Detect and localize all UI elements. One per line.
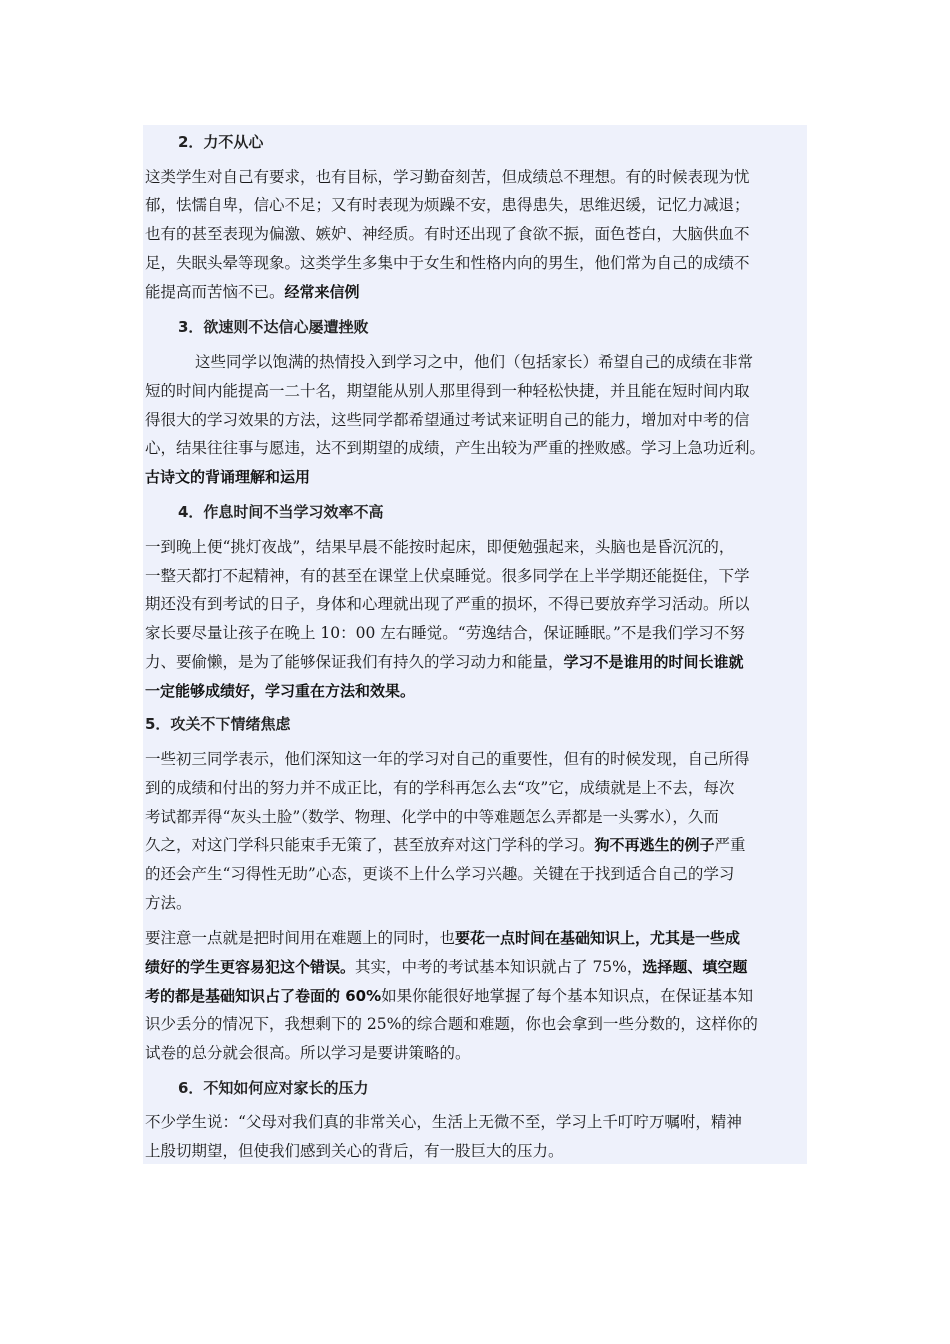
para-line: 得很大的学习效果的方法，这些同学都希望通过考试来证明自己的能力，增加对中考的信 <box>145 411 750 429</box>
para-line <box>145 652 807 672</box>
para-line: 方法。 <box>145 894 192 912</box>
para-line: 这些同学以饱满的热情投入到学习之中，他们（包括家长）希望自己的成绩在非常 <box>195 353 754 371</box>
para-line: 一到晚上便“挑灯夜战”，结果早晨不能按时起床，即便勉强起来，头脑也是昏沉沉的， <box>145 538 735 556</box>
para-line: 识少丢分的情况下，我想剩下的 25%的综合题和难题，你也会拿到一些分数的，这样你的 <box>145 1015 758 1033</box>
para-line: 的还会产生“习得性无助”心态，更谈不上什么学习兴趣。关键在于找到适合自己的学习 <box>145 865 735 883</box>
para-line: 足，失眠头晕等现象。这类学生多集中于女生和性格内向的男生，他们常为自己的成绩不 <box>145 254 750 272</box>
text-run: 其实，中考的考试基本知识就占了 75%， <box>355 958 643 976</box>
text-run: 久之，对这门学科只能束手无策了，甚至放弃对这门学科的学习。 <box>145 836 595 854</box>
text-run: 能提高而苦恼不已。 <box>145 283 285 301</box>
heading-5: 5．攻关不下情绪焦虑 <box>145 715 291 733</box>
para-line <box>145 957 807 977</box>
bold-run: 狗不再逃生的例子 <box>594 836 715 854</box>
para-line: 郁，怯懦自卑，信心不足；又有时表现为烦躁不安，患得患失，思维迟缓，记忆力减退； <box>145 196 750 214</box>
para-line <box>145 681 807 701</box>
para-line: 不少学生说：“父母对我们真的非常关心，生活上无微不至，学习上千叮咛万嘱咐，精神 <box>145 1113 742 1131</box>
text-run: 如果你能很好地掌握了每个基本知识点，在保证基本知 <box>381 987 754 1005</box>
para-line: 考试都弄得“灰头土脸”（数学、物理、化学中的中等难题怎么弄都是一头雾水），久而 <box>145 808 719 826</box>
para-line: 期还没有到考试的日子，身体和心理就出现了严重的损坏，不得已要放弃学习活动。所以 <box>145 595 750 613</box>
para-line: 家长要尽量让孩子在晚上 10：00 左右睡觉。“劳逸结合，保证睡眠。”不是我们学习不努 <box>145 624 745 642</box>
para-line: 试卷的总分就会很高。所以学习是要讲策略的。 <box>145 1044 471 1062</box>
para-line <box>145 835 807 855</box>
para-line: 一整天都打不起精神，有的甚至在课堂上伏桌睡觉。很多同学在上半学期还能挺住，下学 <box>145 567 750 585</box>
bold-run: 一定能够成绩好，学习重在方法和效果。 <box>145 682 416 700</box>
bold-run: 学习不是谁用的时间长谁就 <box>563 653 744 671</box>
para-line: 短的时间内能提高一二十名，期望能从别人那里得到一种轻松快捷，并且能在短时间内取 <box>145 382 750 400</box>
para-line: 到的成绩和付出的努力并不成正比，有的学科再怎么去“攻”它，成绩就是上不去，每次 <box>145 779 735 797</box>
para-line <box>145 282 807 302</box>
heading-6: 6．不知如何应对家长的压力 <box>178 1079 369 1097</box>
para-line: 一些初三同学表示，他们深知这一年的学习对自己的重要性，但有的时候发现，自己所得 <box>145 750 750 768</box>
para-line <box>145 467 807 487</box>
bold-run: 要花一点时间在基础知识上，尤其是一些成 <box>455 929 741 947</box>
heading-2: 2．力不从心 <box>178 133 264 151</box>
text-run: 要注意一点就是把时间用在难题上的同时，也 <box>145 929 456 947</box>
content-panel <box>143 125 807 1164</box>
text-run: 力、要偷懒，是为了能够保证我们有持久的学习动力和能量， <box>145 653 564 671</box>
para-line <box>145 986 807 1006</box>
bold-run: 绩好的学生更容易犯这个错误。 <box>145 958 356 976</box>
text-run: 严重 <box>714 836 746 854</box>
heading-3: 3．欲速则不达信心屡遭挫败 <box>178 318 369 336</box>
para-line: 上殷切期望，但使我们感到关心的背后，有一股巨大的压力。 <box>145 1142 564 1160</box>
bold-run: 古诗文的背诵理解和运用 <box>145 468 311 486</box>
para-line: 心，结果往往事与愿违，达不到期望的成绩，产生出较为严重的挫败感。学习上急功近利。 <box>145 439 766 457</box>
heading-4: 4．作息时间不当学习效率不高 <box>178 503 384 521</box>
bold-run: 考的都是基础知识占了卷面的 60% <box>145 987 382 1005</box>
para-line: 这类学生对自己有要求，也有目标，学习勤奋刻苦，但成绩总不理想。有的时候表现为忧 <box>145 168 750 186</box>
bold-run: 选择题、填空题 <box>642 958 748 976</box>
bold-run: 经常来信例 <box>284 283 360 301</box>
para-line <box>145 928 807 948</box>
para-line: 也有的甚至表现为偏激、嫉妒、神经质。有时还出现了食欲不振，面色苍白，大脑供血不 <box>145 225 750 243</box>
